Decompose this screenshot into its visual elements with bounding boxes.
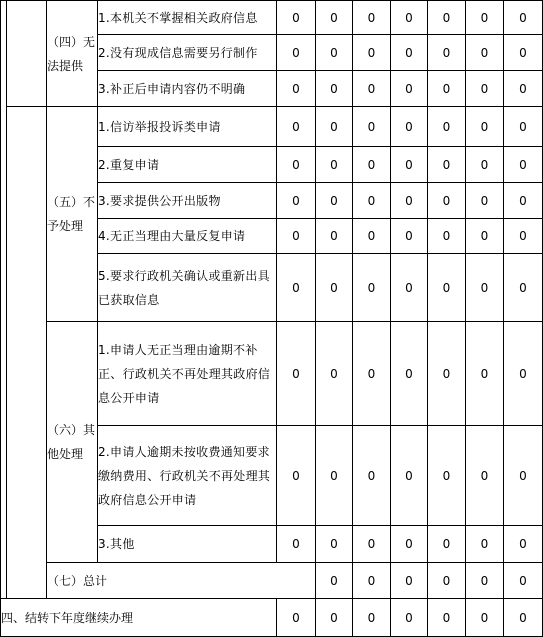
cell-value: 0 bbox=[353, 526, 391, 563]
row-label: 1.申请人无正当理由逾期不补正、行政机关不再处理其政府信息公开申请 bbox=[98, 322, 277, 426]
cell-value: 0 bbox=[466, 147, 504, 183]
cell-value: 0 bbox=[466, 35, 504, 71]
cell-value: 0 bbox=[277, 322, 316, 426]
cell-value: 0 bbox=[428, 426, 466, 526]
cell-value: 0 bbox=[428, 219, 466, 254]
cell-value: 0 bbox=[466, 599, 504, 637]
cell-value: 0 bbox=[391, 183, 428, 219]
cell-value: 0 bbox=[428, 599, 466, 637]
cell-value: 0 bbox=[316, 107, 353, 147]
section-4-label: （四）无法提供 bbox=[47, 1, 98, 107]
cell-value: 0 bbox=[316, 147, 353, 183]
cell-value: 0 bbox=[391, 599, 428, 637]
table-row bbox=[1, 107, 543, 147]
cell-value: 0 bbox=[504, 526, 543, 563]
cell-value: 0 bbox=[353, 254, 391, 322]
total-label: （七）总计 bbox=[47, 563, 316, 599]
cell-value: 0 bbox=[466, 107, 504, 147]
cell-value: 0 bbox=[504, 1, 543, 35]
cell-value: 0 bbox=[466, 254, 504, 322]
row-label: 4.无正当理由大量反复申请 bbox=[98, 219, 277, 254]
row-label: 2.没有现成信息需要另行制作 bbox=[98, 35, 277, 71]
cell-value: 0 bbox=[504, 219, 543, 254]
cell-value: 0 bbox=[353, 107, 391, 147]
cell-value: 0 bbox=[391, 219, 428, 254]
outer-sub-column bbox=[7, 107, 47, 599]
cell-value: 0 bbox=[428, 563, 466, 599]
cell-value: 0 bbox=[466, 71, 504, 107]
cell-value: 0 bbox=[391, 526, 428, 563]
cell-value: 0 bbox=[466, 183, 504, 219]
cell-value: 0 bbox=[391, 35, 428, 71]
cell-value: 0 bbox=[316, 322, 353, 426]
cell-value: 0 bbox=[466, 426, 504, 526]
cell-value: 0 bbox=[316, 1, 353, 35]
cell-value: 0 bbox=[466, 563, 504, 599]
cell-value: 0 bbox=[391, 322, 428, 426]
cell-value: 0 bbox=[504, 147, 543, 183]
cell-value: 0 bbox=[353, 322, 391, 426]
cell-value: 0 bbox=[504, 183, 543, 219]
cell-value: 0 bbox=[316, 563, 353, 599]
cell-value: 0 bbox=[316, 526, 353, 563]
cell-value: 0 bbox=[428, 107, 466, 147]
cell-value: 0 bbox=[428, 322, 466, 426]
cell-value: 0 bbox=[428, 35, 466, 71]
cell-value: 0 bbox=[316, 183, 353, 219]
cell-value: 0 bbox=[316, 35, 353, 71]
table-row bbox=[1, 322, 543, 426]
cell-value: 0 bbox=[316, 71, 353, 107]
cell-value: 0 bbox=[504, 107, 543, 147]
table-row bbox=[1, 563, 543, 599]
cell-value: 0 bbox=[353, 426, 391, 526]
cell-value: 0 bbox=[504, 563, 543, 599]
cell-value: 0 bbox=[466, 526, 504, 563]
cell-value: 0 bbox=[504, 35, 543, 71]
cell-value: 0 bbox=[353, 563, 391, 599]
cell-value: 0 bbox=[504, 599, 543, 637]
cell-value: 0 bbox=[391, 563, 428, 599]
cell-value: 0 bbox=[504, 426, 543, 526]
cell-value: 0 bbox=[277, 254, 316, 322]
section-5-label: （五）不予处理 bbox=[47, 107, 98, 322]
cell-value: 0 bbox=[277, 107, 316, 147]
row-label: 3.其他 bbox=[98, 526, 277, 563]
row-label: 5.要求行政机关确认或重新出具已获取信息 bbox=[98, 254, 277, 322]
cell-value: 0 bbox=[466, 219, 504, 254]
row-label: 1.信访举报投诉类申请 bbox=[98, 107, 277, 147]
cell-value: 0 bbox=[353, 35, 391, 71]
cell-value: 0 bbox=[277, 35, 316, 71]
cell-value: 0 bbox=[504, 254, 543, 322]
cell-value: 0 bbox=[428, 147, 466, 183]
cell-value: 0 bbox=[277, 147, 316, 183]
cell-value: 0 bbox=[391, 147, 428, 183]
cell-value: 0 bbox=[277, 71, 316, 107]
cell-value: 0 bbox=[466, 322, 504, 426]
cell-value: 0 bbox=[391, 254, 428, 322]
cell-value: 0 bbox=[353, 599, 391, 637]
cell-value: 0 bbox=[353, 219, 391, 254]
cell-value: 0 bbox=[316, 219, 353, 254]
cell-value: 0 bbox=[353, 71, 391, 107]
row-label: 2.重复申请 bbox=[98, 147, 277, 183]
table-body bbox=[1, 1, 543, 637]
table-row bbox=[1, 1, 543, 35]
cell-value: 0 bbox=[353, 1, 391, 35]
cell-value: 0 bbox=[391, 1, 428, 35]
cell-value: 0 bbox=[316, 599, 353, 637]
cell-value: 0 bbox=[277, 219, 316, 254]
cell-value: 0 bbox=[277, 426, 316, 526]
cell-value: 0 bbox=[277, 526, 316, 563]
cell-value: 0 bbox=[316, 426, 353, 526]
cell-value: 0 bbox=[353, 183, 391, 219]
cell-value: 0 bbox=[391, 107, 428, 147]
cell-value: 0 bbox=[428, 526, 466, 563]
table-row bbox=[1, 599, 543, 637]
cell-value: 0 bbox=[277, 1, 316, 35]
outer-sub-column bbox=[7, 1, 47, 107]
cell-value: 0 bbox=[428, 254, 466, 322]
section-6-label: （六）其他处理 bbox=[47, 322, 98, 563]
cell-value: 0 bbox=[428, 1, 466, 35]
carryover-label: 四、结转下年度继续办理 bbox=[1, 599, 277, 637]
cell-value: 0 bbox=[504, 71, 543, 107]
cell-value: 0 bbox=[391, 71, 428, 107]
cell-value: 0 bbox=[428, 183, 466, 219]
cell-value: 0 bbox=[277, 183, 316, 219]
cell-value: 0 bbox=[391, 426, 428, 526]
row-label: 3.要求提供公开出版物 bbox=[98, 183, 277, 219]
cell-value: 0 bbox=[316, 254, 353, 322]
row-label: 3.补正后申请内容仍不明确 bbox=[98, 71, 277, 107]
cell-value: 0 bbox=[466, 1, 504, 35]
row-label: 1.本机关不掌握相关政府信息 bbox=[98, 1, 277, 35]
row-label: 2.申请人逾期未按收费通知要求缴纳费用、行政机关不再处理其政府信息公开申请 bbox=[98, 426, 277, 526]
cell-value: 0 bbox=[277, 599, 316, 637]
cell-value: 0 bbox=[353, 147, 391, 183]
cell-value: 0 bbox=[428, 71, 466, 107]
cell-value: 0 bbox=[504, 322, 543, 426]
